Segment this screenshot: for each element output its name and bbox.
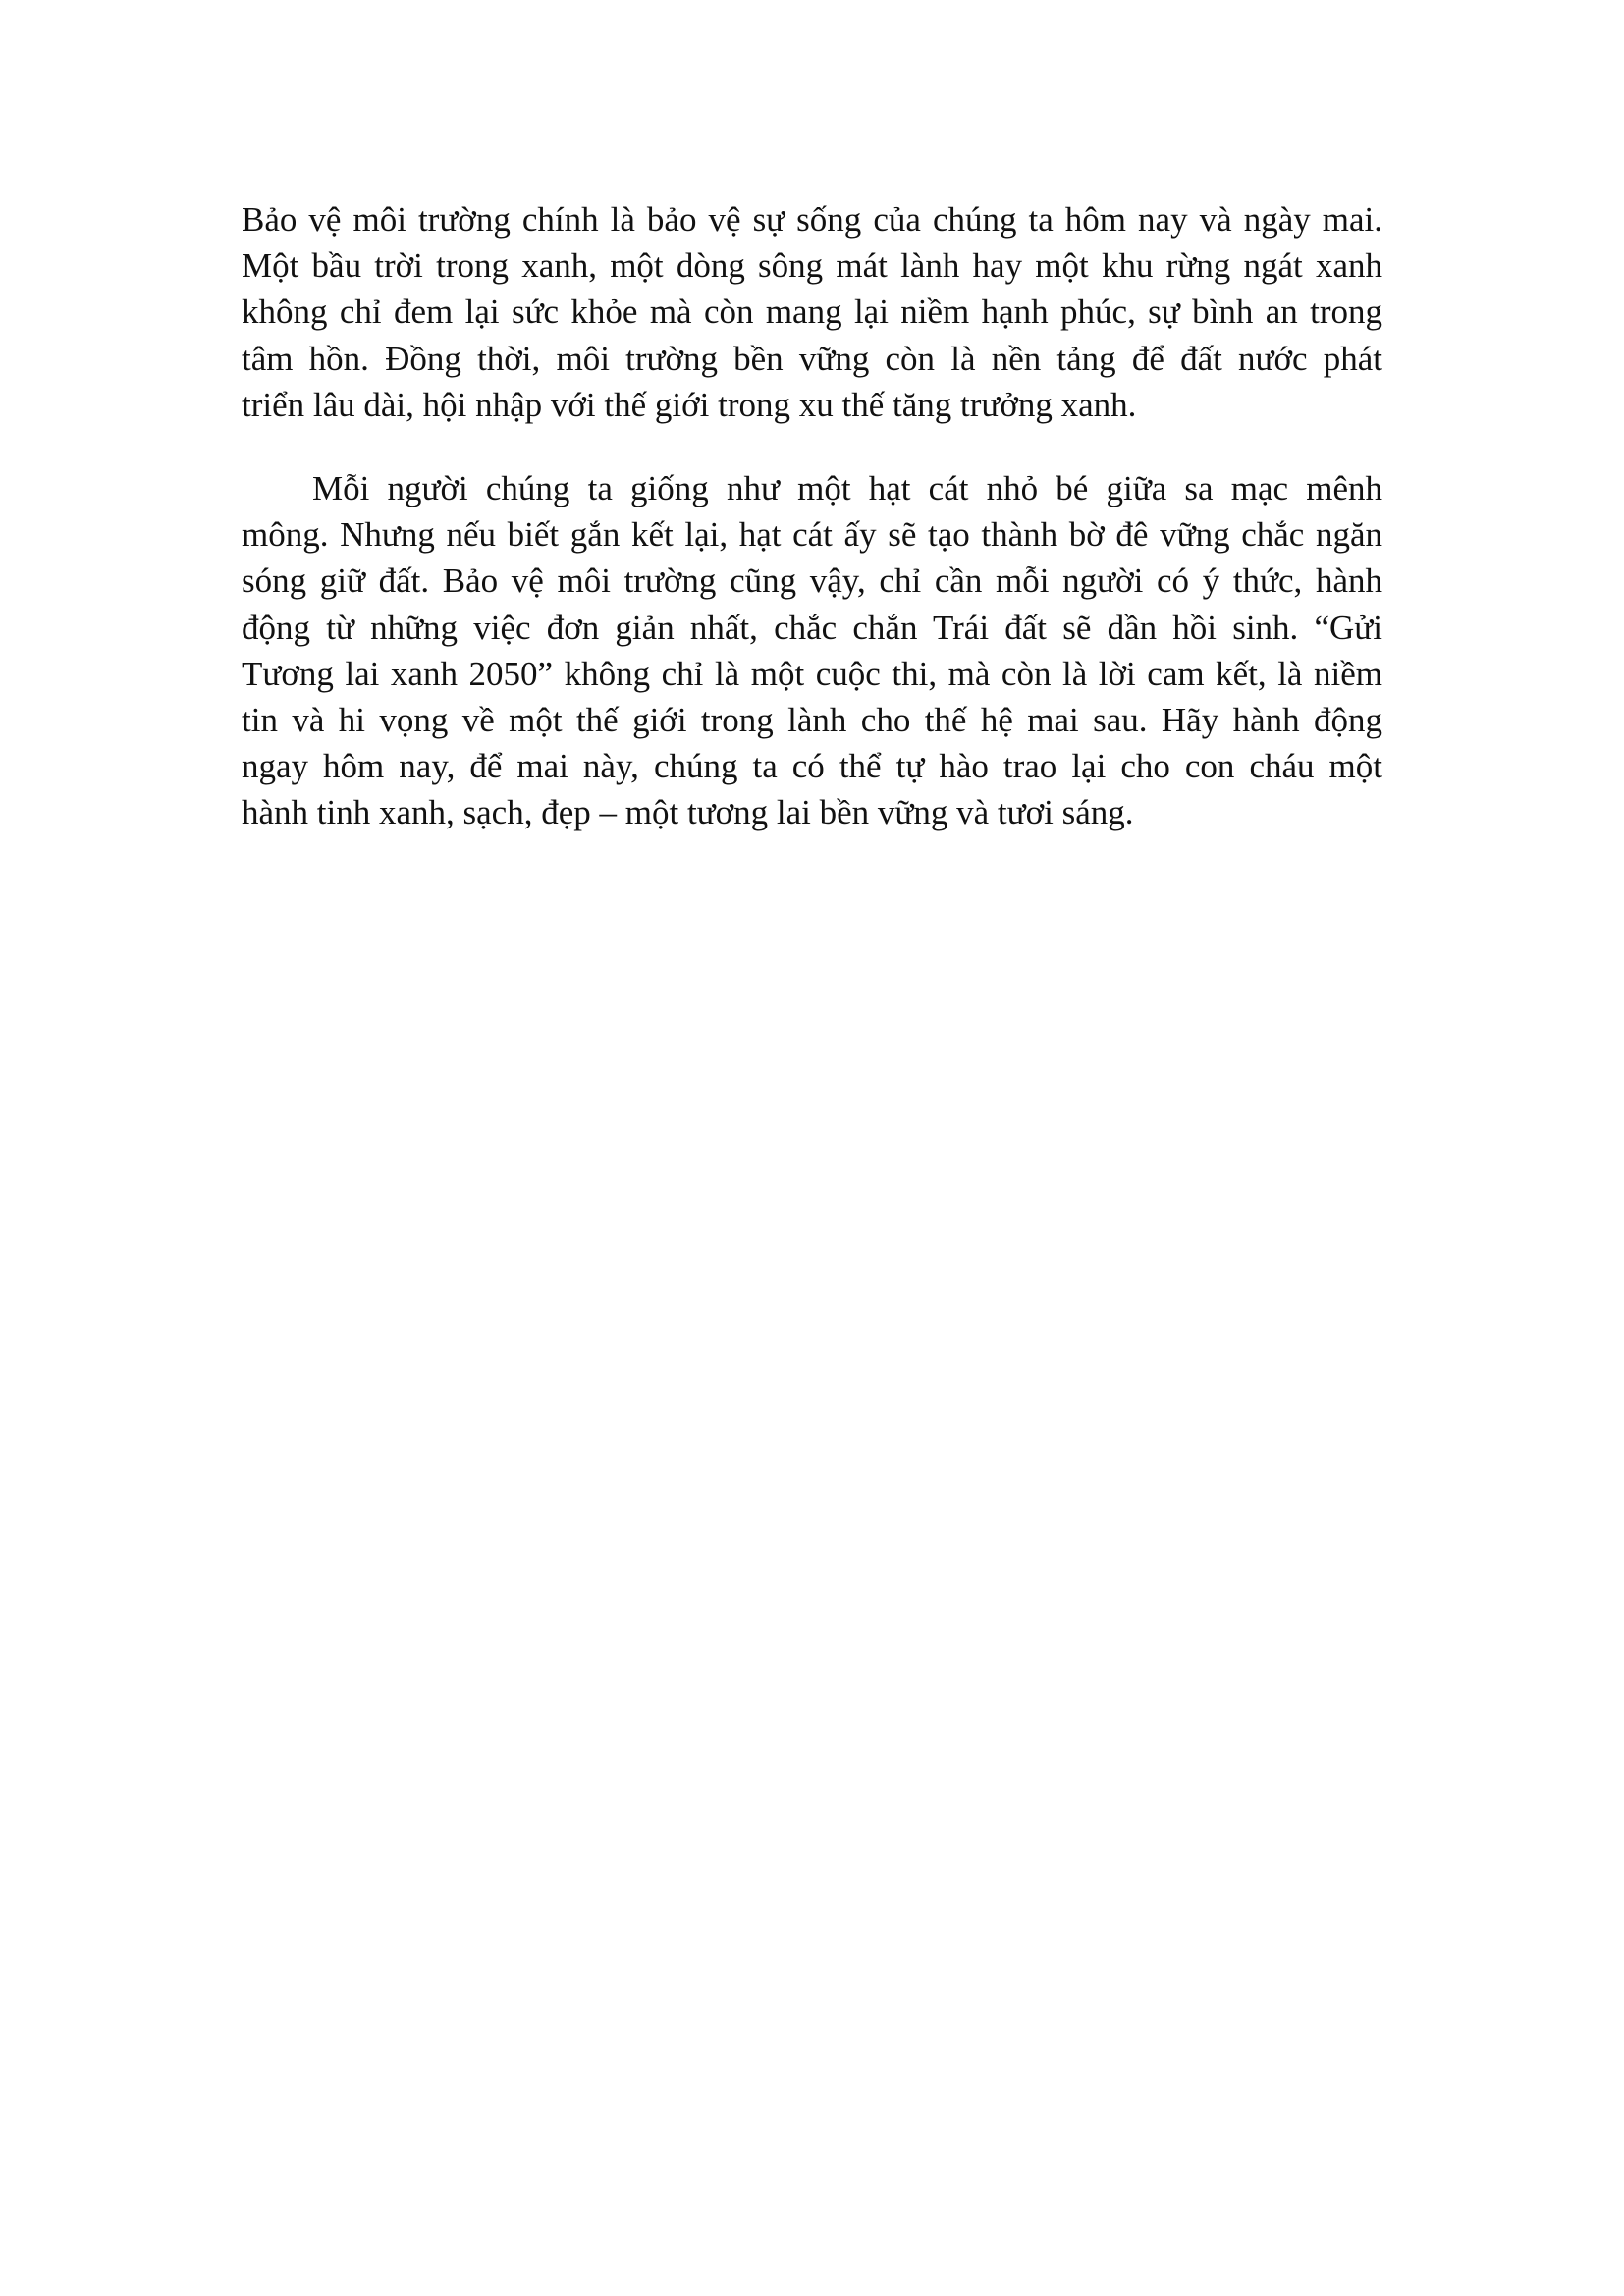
paragraph-line: tâm hồn. Đồng thời, môi trường bền vững còn là nền tảng để đất nước phát [242,339,1382,378]
paragraph-line: Một bầu trời trong xanh, một dòng sông mát lành hay một khu rừng ngát xanh [242,246,1382,286]
paragraph-line: Bảo vệ môi trường chính là bảo vệ sự sống của chúng ta hôm nay và ngày mai. [242,200,1382,239]
paragraph-1 [242,196,1382,428]
document-body [242,196,1382,836]
paragraph-line: triển lâu dài, hội nhập với thế giới trong xu thế tăng trưởng xanh. [242,385,1137,424]
paragraph-line: tin và hi vọng về một thế giới trong lành cho thế hệ mai sau. Hãy hành động [242,701,1382,740]
paragraph-line: hành tinh xanh, sạch, đẹp – một tương lai bền vững và tươi sáng. [242,793,1134,832]
paragraph-2 [242,465,1382,836]
paragraph-line: ngay hôm nay, để mai này, chúng ta có thể tự hào trao lại cho con cháu một [242,747,1382,786]
paragraph-line: sóng giữ đất. Bảo vệ môi trường cũng vậy, chỉ cần mỗi người có ý thức, hành [242,561,1382,601]
paragraph-line: mông. Nhưng nếu biết gắn kết lại, hạt cát ấy sẽ tạo thành bờ đê vững chắc ngăn [242,515,1382,555]
paragraph-line: Mỗi người chúng ta giống như một hạt cát nhỏ bé giữa sa mạc mênh [312,469,1382,508]
paragraph-line: động từ những việc đơn giản nhất, chắc chắn Trái đất sẽ dần hồi sinh. “Gửi [242,608,1382,647]
paragraph-line: không chỉ đem lại sức khỏe mà còn mang lại niềm hạnh phúc, sự bình an trong [242,293,1382,332]
paragraph-line: Tương lai xanh 2050” không chỉ là một cuộc thi, mà còn là lời cam kết, là niềm [242,654,1382,693]
